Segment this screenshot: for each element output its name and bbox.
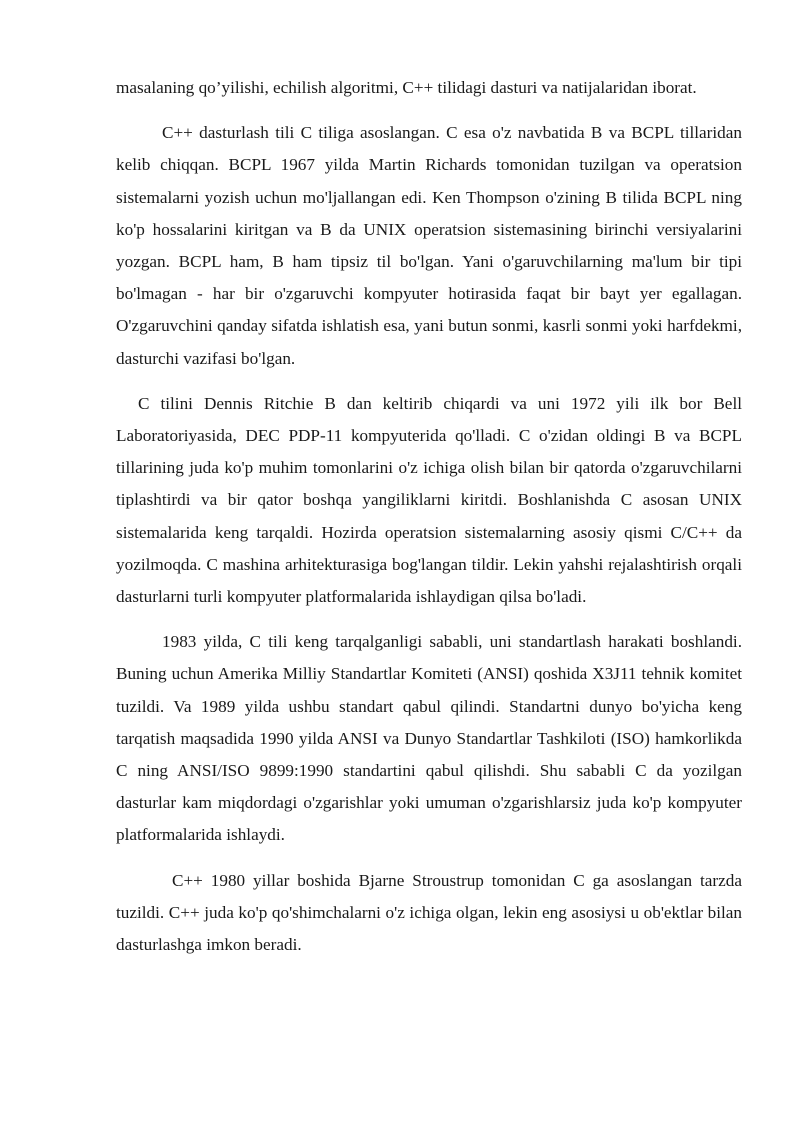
paragraph-4: 1983 yilda, C tili keng tarqalganligi sababli, uni standartlash harakati boshlandi. Buning uchun Amerika Milliy Standartlar Komiteti (ANSI) qoshida X3J11 tehnik komitet tuzildi. Va 1989 yilda ushbu standart qabul qilindi. Standartni dunyo bo'yicha keng tarqatish maqsadida 1990 yilda ANSI va Dunyo Standartlar Tashkiloti (ISO) hamkorlikda C ning ANSI/ISO 9899:1990 standartini qabul qilishdi. Shu sababli C da yozilgan dasturlar kam miqdordagi o'zgarishlar yoki umuman o'zgarishlarsiz juda ko'p kompyuter platformalarida ishlaydi.	[116, 632, 742, 845]
paragraph-3: C tilini Dennis Ritchie B dan keltirib chiqardi va uni 1972 yili ilk bor Bell Laboratoriyasida, DEC PDP-11 kompyuterida qo'lladi. C o'zidan oldingi B va BCPL tillarining juda ko'p muhim tomonlarini o'z ichiga olish bilan bir qatorda o'zgaruvchilarni tiplashtirdi va bir qator boshqa yangiliklarni kiritdi. Boshlanishda C asosan UNIX sistemalarida keng tarqaldi. Hozirda operatsion sistemalarning asosiy qismi C/C++ da yozilmoqda. C mashina arhitekturasiga bog'langan tildir. Lekin yahshi rejalashtirish orqali dasturlarni turli kompyuter platformalarida ishlaydigan qilsa bo'ladi.	[116, 393, 742, 607]
paragraph-2: C++ dasturlash tili C tiliga asoslangan. C esa o'z navbatida B va BCPL tillaridan kelib chiqqan. BCPL 1967 yilda Martin Richards tomonidan tuzilgan va operatsion sistemalarni yozish uchun mo'ljallangan edi. Ken Thompson o'zining B tilida BCPL ning ko'p hossalarini kiritgan va B da UNIX operatsion sistemasining birinchi versiyalarini yozgan. BCPL ham, B ham tipsiz til bo'lgan. Yani o'garuvchilarning ma'lum bir tipi bo'lmagan - har bir o'zgaruvchi kompyuter hotirasida faqat bir bayt yer egallagan. O'zgaruvchini qanday sifatda ishlatish esa, yani butun sonmi, kasrli sonmi yoki harfdekmi, dasturchi vazifasi bo'lgan.	[116, 123, 742, 368]
paragraph-1: masalaning qo’yilishi, echilish algoritmi, C++ tilidagi dasturi va natijalaridan iborat.	[116, 78, 697, 97]
document-body	[116, 72, 742, 961]
paragraph-5: C++ 1980 yillar boshida Bjarne Stroustrup tomonidan C ga asoslangan tarzda tuzildi. C++ juda ko'p qo'shimchalarni o'z ichiga olgan, lekin eng asosiysi u ob'ektlar bilan dasturlashga imkon beradi.	[116, 870, 742, 955]
